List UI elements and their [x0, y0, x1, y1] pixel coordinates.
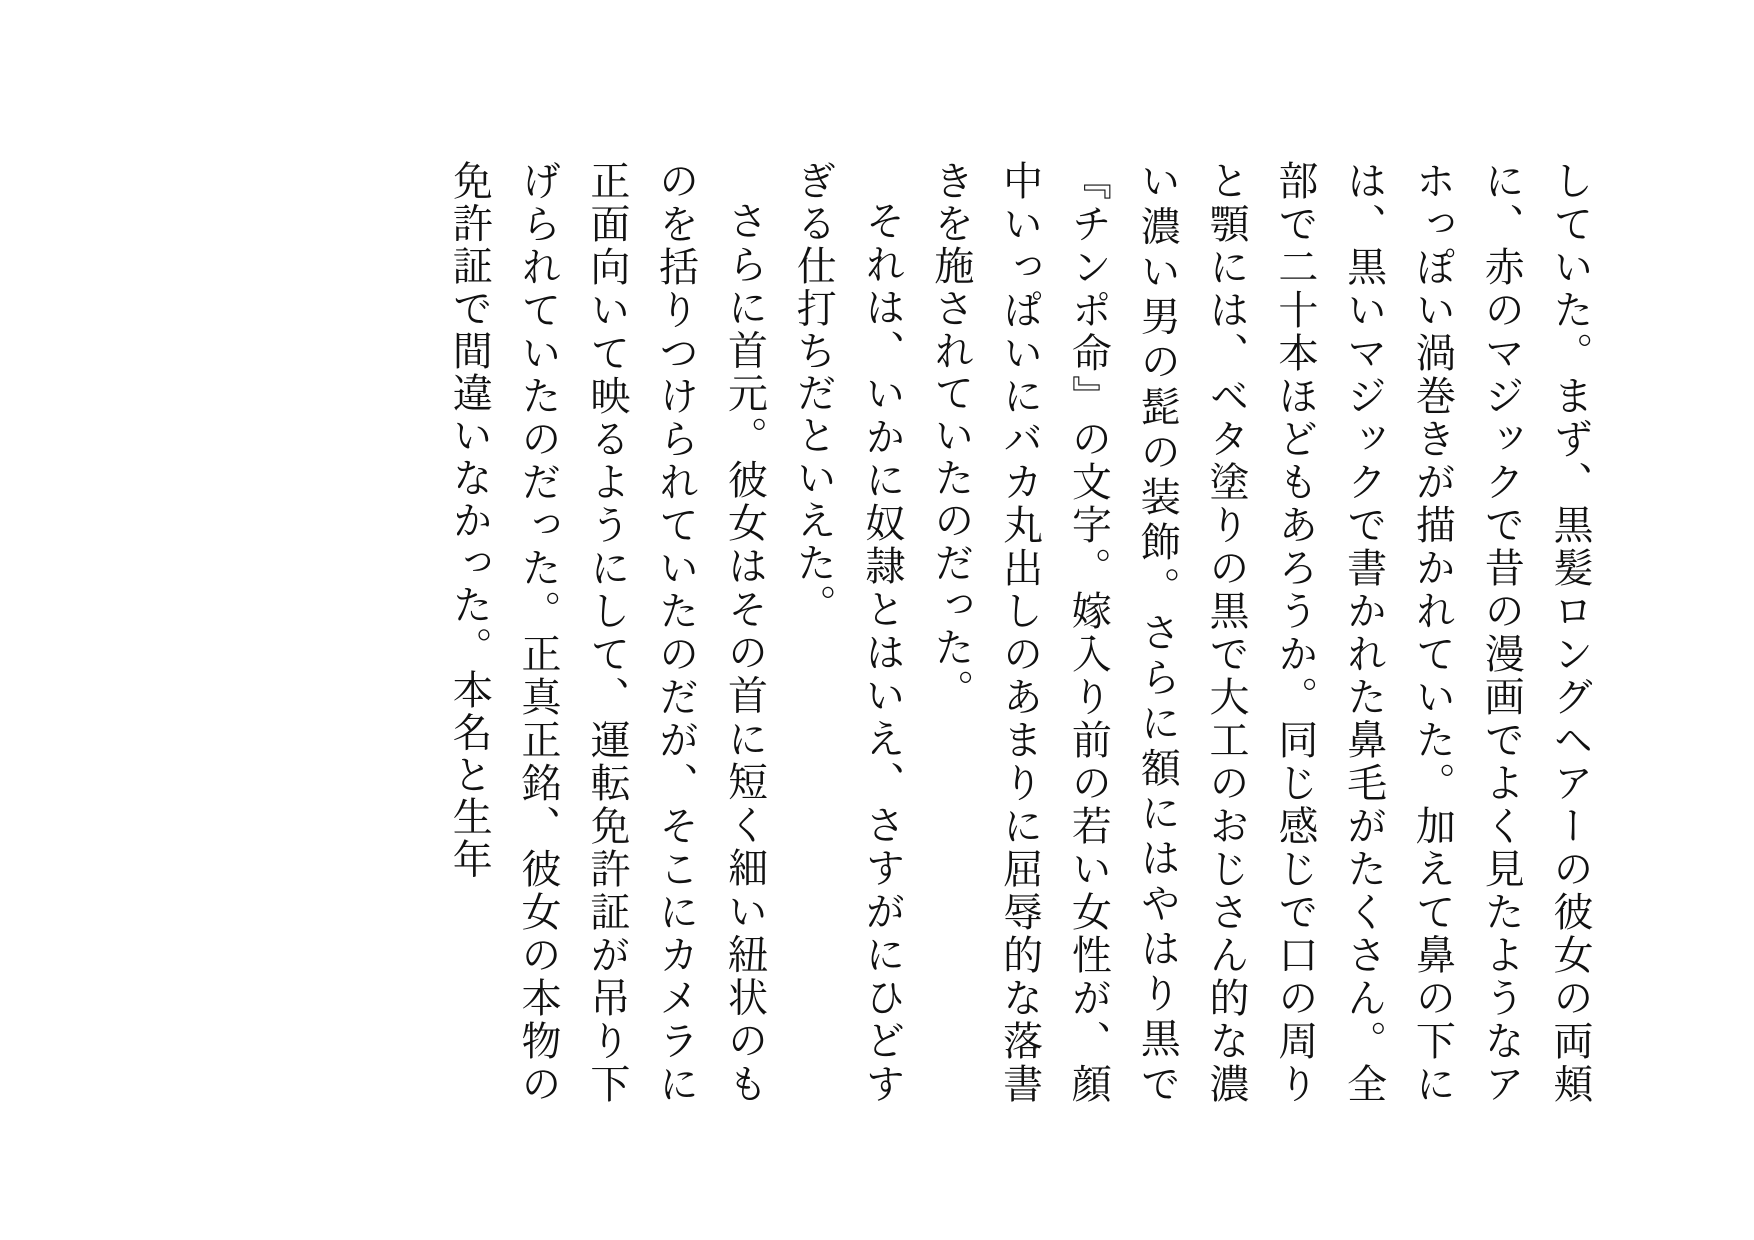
paragraph-1: していた。まず、黒髪ロングヘアーの彼女の両頬に、赤のマジックで昔の漫画でよく見たようなアホっぽい渦巻きが描かれていた。加えて鼻の下には、黒いマジックで書かれた鼻毛がたくさん。全部で二十本ほどもあろうか。同じ感じで口の周りと顎には、ベタ塗りの黒で大工のおじさん的な濃い濃い男の髭の装飾。さらに額にはやはり黒で『チンポ命』の文字。嫁入り前の若い女性が、顔中いっぱいにバカ丸出しのあまりに屈辱的な落書きを施されていたのだった。: [927, 160, 1593, 1105]
vertical-text-body: [150, 160, 1604, 1105]
paragraph-2: それは、いかに奴隷とはいえ、さすがにひどすぎる仕打ちだといえた。: [790, 160, 906, 1105]
paragraph-3: さらに首元。彼女はその首に短く細い紐状のものを括りつけられていたのだが、そこにカメラに正面向いて映るようにして、運転免許証が吊り下げられていたのだった。正真正銘、彼女の本物の免許証で間違いなかった。本名と生年: [446, 160, 768, 1105]
